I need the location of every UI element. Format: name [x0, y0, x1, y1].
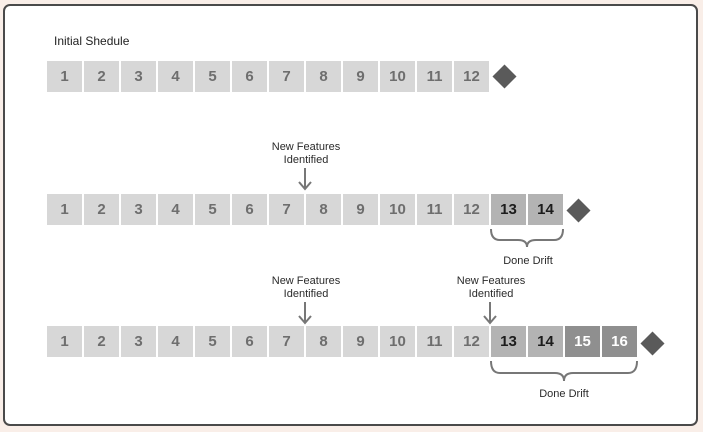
note-line-1: New Features: [456, 275, 526, 287]
schedule-block: 14: [528, 326, 563, 357]
schedule-block: 6: [232, 61, 267, 92]
schedule-block: 5: [195, 61, 230, 92]
note-line-1: New Features: [271, 275, 341, 287]
schedule-block: 9: [343, 61, 378, 92]
schedule-block: 1: [47, 326, 82, 357]
schedule-block: 4: [158, 61, 193, 92]
schedule-block: 11: [417, 61, 452, 92]
schedule-block: 5: [195, 326, 230, 357]
schedule-block: 12: [454, 194, 489, 225]
schedule-block: 4: [158, 326, 193, 357]
schedule-block: 15: [565, 326, 600, 357]
schedule-block: 3: [121, 194, 156, 225]
schedule-block: 7: [269, 194, 304, 225]
schedule-block: 8: [306, 61, 341, 92]
schedule-block: 1: [47, 194, 82, 225]
schedule-block: 9: [343, 326, 378, 357]
schedule-block: 16: [602, 326, 637, 357]
schedule-block: 12: [454, 61, 489, 92]
schedule-block: 2: [84, 194, 119, 225]
note-line-2: Identified: [283, 288, 329, 300]
schedule-block: 14: [528, 194, 563, 225]
done-drift-label: Done Drift: [503, 255, 553, 267]
schedule-block: 6: [232, 194, 267, 225]
schedule-block: 10: [380, 326, 415, 357]
note-line-1: New Features: [271, 141, 341, 153]
schedule-block: 8: [306, 326, 341, 357]
schedule-block: 7: [269, 61, 304, 92]
diagram-title: Initial Shedule: [54, 34, 130, 48]
schedule-block: 13: [491, 326, 526, 357]
done-drift-bracket: [491, 229, 563, 247]
schedule-block: 11: [417, 326, 452, 357]
schedule-block: 12: [454, 326, 489, 357]
schedule-block: 2: [84, 61, 119, 92]
schedule-block: 13: [491, 194, 526, 225]
schedule-block: 1: [47, 61, 82, 92]
schedule-block: 7: [269, 326, 304, 357]
schedule-block: 3: [121, 61, 156, 92]
schedule-block: 3: [121, 326, 156, 357]
note-line-2: Identified: [468, 288, 514, 300]
note-line-2: Identified: [283, 154, 329, 166]
schedule-block: 9: [343, 194, 378, 225]
done-drift-bracket: [491, 361, 637, 381]
schedule-block: 8: [306, 194, 341, 225]
schedule-block: 5: [195, 194, 230, 225]
schedule-block: 10: [380, 61, 415, 92]
schedule-block: 10: [380, 194, 415, 225]
done-drift-label: Done Drift: [539, 388, 589, 400]
schedule-block: 6: [232, 326, 267, 357]
schedule-block: 2: [84, 326, 119, 357]
schedule-block: 11: [417, 194, 452, 225]
schedule-block: 4: [158, 194, 193, 225]
